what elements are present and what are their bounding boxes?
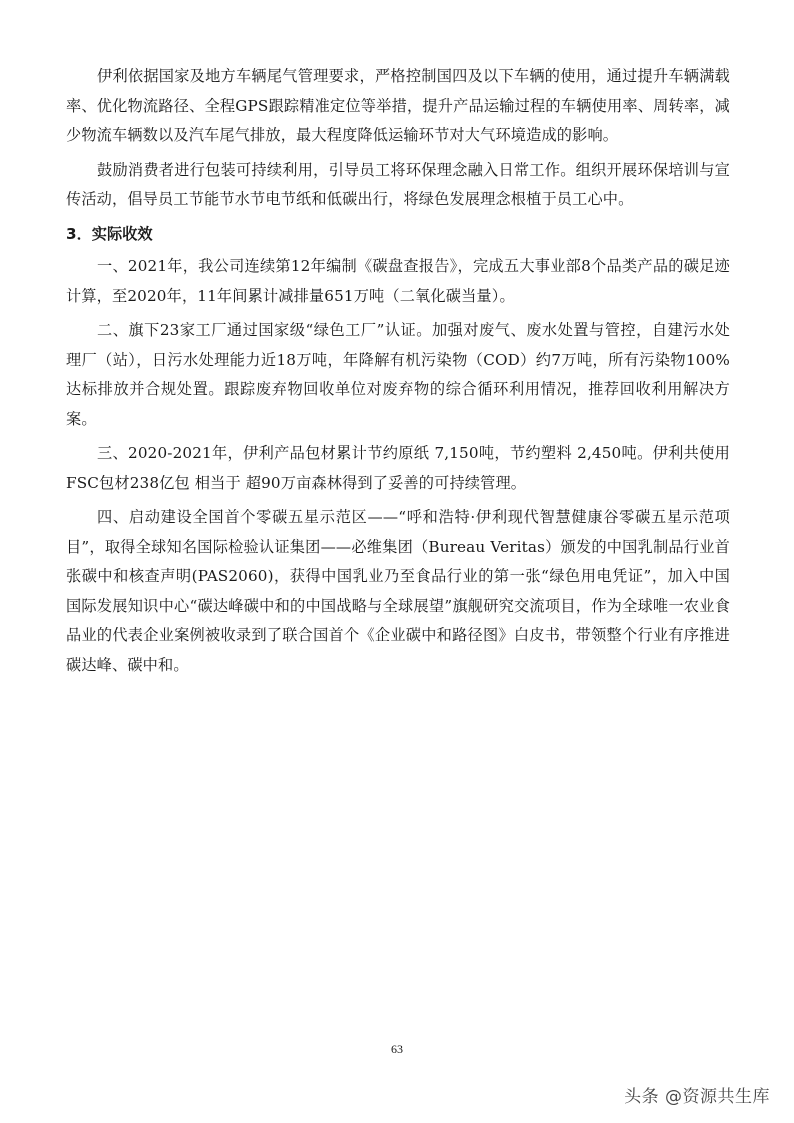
page-number: 63	[391, 1042, 403, 1056]
paragraph-vehicle-emissions: 伊利依据国家及地方车辆尾气管理要求，严格控制国四及以下车辆的使用，通过提升车辆满载率、优化物流路径、全程GPS跟踪精准定位等举措，提升产品运输过程的车辆使用率、周转率，减少物流车辆数以及汽车尾气排放，最大程度降低运输环节对大气环境造成的影响。	[66, 67, 730, 144]
paragraph-packaging-sustainability: 鼓励消费者进行包装可持续利用，引导员工将环保理念融入日常工作。组织开展环保培训与宣传活动，倡导员工节能节水节电节纸和低碳出行，将绿色发展理念根植于员工心中。	[66, 160, 730, 208]
result-paragraph-4: 四、启动建设全国首个零碳五星示范区——“呼和浩特·伊利现代智慧健康谷零碳五星示范项目”，取得全球知名国际检验认证集团——必维集团（Bureau Veritas）颁发的中国乳制品行业首张碳中和核查声明(PAS2060)，获得中国乳业乃至食品行业的第一张“绿色用电凭证”，加入中国国际发展知识中心“碳达峰碳中和的中国战略与全球展望”旗舰研究交流项目，作为全球唯一农业食品业的代表企业案例被收录到了联合国首个《企业碳中和路径图》白皮书，带领整个行业有序推进碳达峰、碳中和。	[66, 508, 730, 674]
result-paragraph-2: 二、旗下23家工厂通过国家级“绿色工厂”认证。加强对废气、废水处置与管控，自建污水处理厂（站），日污水处理能力近18万吨，年降解有机污染物（COD）约7万吨，所有污染物100%达标排放并合规处置。跟踪废弃物回收单位对废弃物的综合循环利用情况，推荐回收利用解决方案。	[66, 321, 730, 428]
watermark: 头条 @资源共生库	[624, 1087, 770, 1107]
result-paragraph-3: 三、2020-2021年，伊利产品包材累计节约原纸 7,150吨，节约塑料 2,450吨。伊利共使用FSC包材238亿包 相当于 超90万亩森林得到了妥善的可持续管理。	[66, 444, 730, 492]
document-body	[66, 62, 730, 685]
result-paragraph-1: 一、2021年，我公司连续第12年编制《碳盘查报告》，完成五大事业部8个品类产品的碳足迹计算，至2020年，11年间累计减排量651万吨（二氧化碳当量）。	[66, 257, 730, 305]
section-heading: 3．实际收效	[66, 224, 153, 243]
